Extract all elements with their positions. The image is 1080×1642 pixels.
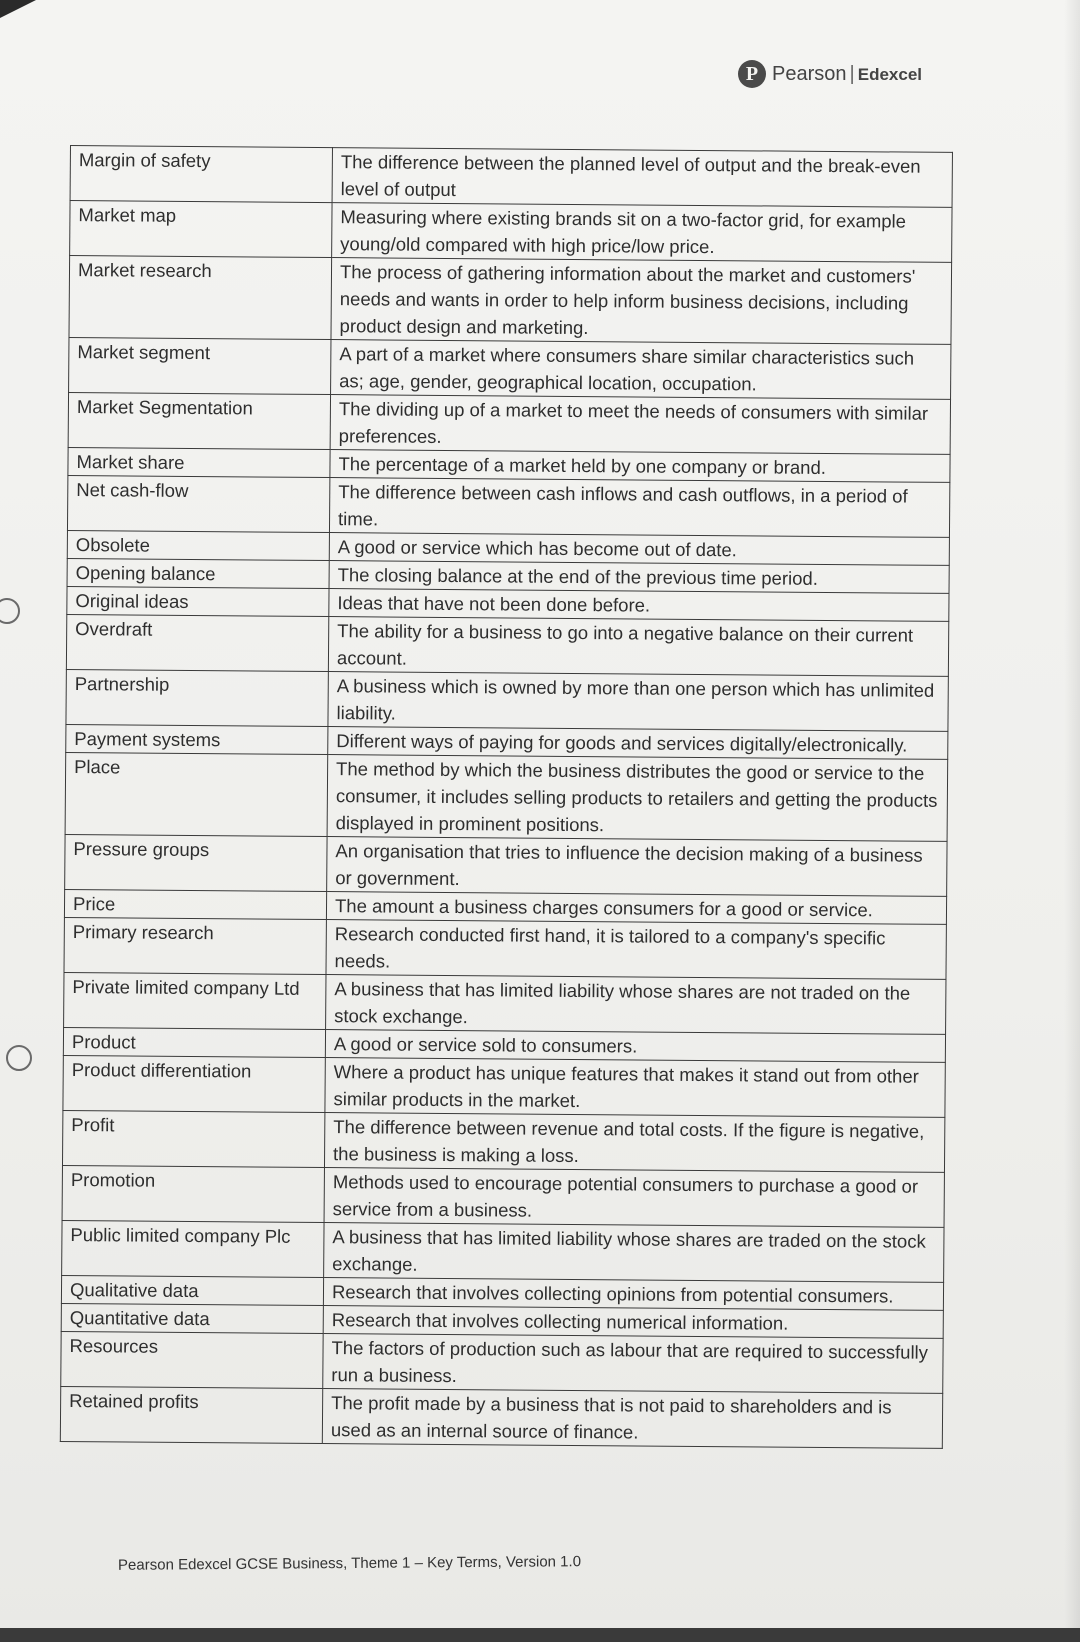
- term-cell: Place: [65, 752, 328, 836]
- term-cell: Market research: [69, 256, 332, 340]
- page-footer: Pearson Edexcel GCSE Business, Theme 1 – Key Terms, Version 1.0: [117, 1553, 582, 1574]
- definition-cell: A good or service which has become out of date.: [329, 533, 949, 566]
- table-row: [60, 1386, 942, 1448]
- table-row: [65, 834, 947, 896]
- brand-name: Pearson: [772, 62, 847, 85]
- scan-corner-mark: [0, 0, 36, 18]
- table-row: [69, 256, 952, 345]
- punch-hole-upper: [0, 598, 20, 624]
- table-row: [70, 146, 952, 208]
- definition-cell: A business that has limited liability whose shares are traded on the stock exchange.: [324, 1223, 944, 1283]
- term-cell: Margin of safety: [70, 146, 332, 203]
- definition-cell: Ideas that have not been done before.: [329, 589, 949, 622]
- table-row: [63, 1055, 945, 1117]
- term-cell: Promotion: [62, 1165, 324, 1222]
- pearson-logo-icon: P: [738, 60, 766, 88]
- table-row: [65, 752, 948, 841]
- term-cell: Pressure groups: [65, 834, 327, 891]
- definition-cell: The amount a business charges consumers for a good or service.: [326, 892, 946, 925]
- term-cell: Price: [64, 889, 326, 919]
- term-cell: Market share: [68, 447, 330, 477]
- definition-cell: Research conducted first hand, it is tailored to a company's specific needs.: [326, 920, 946, 980]
- definition-cell: The closing balance at the end of the previous time period.: [329, 561, 949, 594]
- punch-hole-lower: [6, 1045, 32, 1071]
- pearson-edexcel-logo: [738, 60, 922, 88]
- definition-cell: A part of a market where consumers share similar characteristics such as; age, gender, geographical location, occupation.: [331, 340, 951, 400]
- table-row: [70, 201, 952, 263]
- term-cell: Original ideas: [67, 586, 329, 616]
- definition-cell: The difference between cash inflows and cash outflows, in a period of time.: [329, 478, 949, 538]
- definition-cell: Measuring where existing brands sit on a two-factor grid, for example young/old compared with high price/low price.: [332, 203, 952, 263]
- table-row: [66, 669, 948, 731]
- table-row: [66, 614, 948, 676]
- definition-cell: The factors of production such as labour that are required to successfully run a business.: [323, 1334, 943, 1394]
- table-row: [67, 475, 949, 537]
- term-cell: Obsolete: [67, 530, 329, 560]
- definition-cell: The process of gathering information about the market and customers' needs and wants in order to help inform business decisions, including product design and marketing.: [331, 258, 952, 345]
- definition-cell: The difference between revenue and total costs. If the figure is negative, the business is making a loss.: [324, 1113, 944, 1173]
- term-cell: Private limited company Ltd: [64, 972, 326, 1029]
- term-cell: Resources: [61, 1331, 323, 1388]
- term-cell: Public limited company Plc: [62, 1220, 324, 1277]
- term-cell: Market segment: [69, 337, 331, 394]
- definition-cell: Different ways of paying for goods and services digitally/electronically.: [328, 727, 948, 760]
- definition-cell: An organisation that tries to influence the decision making of a business or government.: [327, 837, 947, 897]
- definition-cell: Methods used to encourage potential consumers to purchase a good or service from a business.: [324, 1168, 944, 1228]
- definition-cell: A business that has limited liability whose shares are not traded on the stock exchange.: [326, 975, 946, 1035]
- term-cell: Retained profits: [60, 1386, 322, 1443]
- definition-cell: The ability for a business to go into a negative balance on their current account.: [328, 617, 948, 677]
- term-cell: Primary research: [64, 917, 326, 974]
- term-cell: Overdraft: [66, 614, 328, 671]
- term-cell: Opening balance: [67, 558, 329, 588]
- table-row: [64, 917, 946, 979]
- table-row: [61, 1331, 943, 1393]
- definition-cell: The percentage of a market held by one company or brand.: [330, 450, 950, 483]
- definition-cell: A good or service sold to consumers.: [325, 1030, 945, 1063]
- table-row: [62, 1220, 944, 1282]
- definition-cell: Research that involves collecting numerical information.: [323, 1306, 943, 1339]
- definition-cell: The difference between the planned level of output and the break-even level of output: [332, 148, 952, 208]
- definition-cell: Research that involves collecting opinions from potential consumers.: [323, 1278, 943, 1311]
- key-terms-body: [60, 146, 952, 1449]
- term-cell: Profit: [62, 1110, 324, 1167]
- sub-brand-name: Edexcel: [857, 64, 922, 84]
- definition-cell: Where a product has unique features that makes it stand out from other similar products in the market.: [325, 1058, 945, 1118]
- term-cell: Product differentiation: [63, 1055, 325, 1112]
- term-cell: Product: [63, 1027, 325, 1057]
- definition-cell: The profit made by a business that is not paid to shareholders and is used as an internal source of finance.: [322, 1389, 942, 1449]
- term-cell: Market map: [70, 201, 332, 258]
- brand-separator: |: [849, 62, 855, 85]
- term-cell: Partnership: [66, 669, 328, 726]
- table-row: [62, 1110, 944, 1172]
- term-cell: Net cash-flow: [67, 475, 329, 532]
- definition-cell: A business which is owned by more than one person which has unlimited liability.: [328, 672, 948, 732]
- table-row: [62, 1165, 944, 1227]
- term-cell: Market Segmentation: [68, 392, 330, 449]
- table-row: [68, 392, 950, 454]
- term-cell: Qualitative data: [61, 1275, 323, 1305]
- table-row: [69, 337, 951, 399]
- page-edge-shadow: [1064, 0, 1080, 1642]
- term-cell: Payment systems: [66, 724, 328, 754]
- table-row: [64, 972, 946, 1034]
- definition-cell: The method by which the business distributes the good or service to the consumer, it includes selling products to retailers and getting the products displayed in prominent positions.: [327, 755, 948, 842]
- definition-cell: The dividing up of a market to meet the needs of consumers with similar preferences.: [330, 395, 950, 455]
- key-terms-table: [60, 145, 953, 1449]
- term-cell: Quantitative data: [61, 1303, 323, 1333]
- logo-wordmark: [772, 63, 922, 86]
- scan-bottom-band: [0, 1628, 1080, 1642]
